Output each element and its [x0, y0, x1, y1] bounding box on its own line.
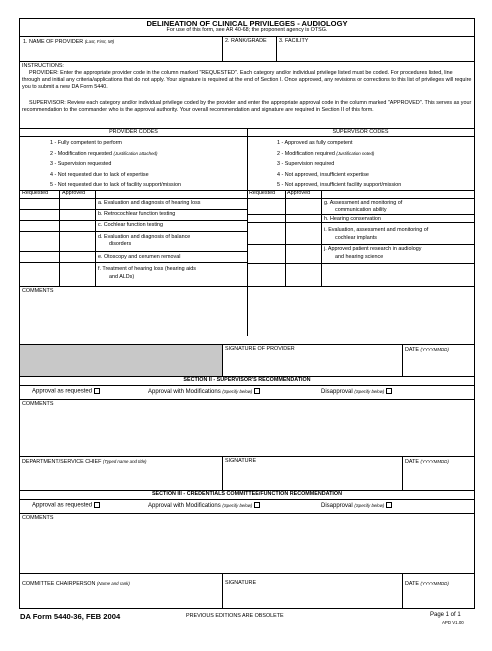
form-body	[19, 18, 475, 609]
section2-disapprove-option: Disapproval (Specify below)	[321, 388, 392, 396]
section3-disapprove-checkbox[interactable]	[386, 502, 392, 508]
rank-grade-label: 2. RANK/GRADE	[225, 38, 267, 44]
privilege-f: f. Treatment of hearing loss (hearing aids	[98, 266, 196, 272]
supervisor-instructions: SUPERVISOR: Review each category and/or individual privilege coded by the provider and enter the appropriate approval code in the column marked "APPROVED". This serves as your recommendation to the commander who is the approval authority. Your overall recommendation and signature are required in Section II of this form.	[22, 100, 472, 114]
section3-modify-checkbox[interactable]	[254, 502, 260, 508]
requested-column-header-right: Requested	[249, 190, 276, 196]
privilege-b: b. Retrocochlear function testing	[98, 211, 176, 217]
privilege-g: g. Assessment and monitoring of	[324, 200, 403, 206]
section1-date-label: DATE (YYYYMMDD)	[405, 347, 449, 353]
form-subtitle: For use of this form, see AR 40-68; the proponent agency is OTSG.	[166, 27, 328, 33]
section3-heading: SECTION III - CREDENTIALS COMMITTEE/FUNCTION RECOMMENDATION	[151, 491, 343, 497]
privilege-i: i. Evaluation, assessment and monitoring of	[324, 227, 429, 233]
section1-comments-field[interactable]	[22, 296, 472, 342]
supervisor-code-4: 4 - Not approved, insufficient expertise	[277, 171, 369, 178]
privilege-i-cont: cochlear implants	[335, 235, 377, 241]
section2-signature-label: SIGNATURE	[225, 458, 257, 464]
section2-signature-field[interactable]	[225, 466, 400, 488]
section2-comments-label: COMMENTS	[22, 401, 54, 407]
requested-column-header-left: Requested	[22, 190, 49, 196]
apd-version: APD V1.00	[442, 620, 464, 625]
section3-signature-label: SIGNATURE	[225, 580, 257, 586]
supervisor-code-1: 1 - Approved as fully competent	[277, 140, 353, 146]
section2-approve-checkbox[interactable]	[94, 388, 100, 394]
supervisor-codes-list	[277, 138, 401, 191]
privilege-j-cont: and hearing science	[335, 254, 384, 260]
service-chief-label: DEPARTMENT/SERVICE CHIEF (Typed name and title)	[22, 459, 147, 465]
section3-modify-option: Approval with Modifications (Specify below)	[148, 502, 260, 510]
supervisor-code-3: 3 - Supervision required	[277, 161, 335, 168]
section1-date-field[interactable]	[405, 353, 472, 375]
name-of-provider-field[interactable]	[23, 46, 219, 60]
section2-comments-field[interactable]	[22, 409, 472, 454]
section3-disapprove-option: Disapproval (Specify below)	[321, 502, 392, 510]
section1-comments-label: COMMENTS	[22, 288, 54, 294]
approved-column-header-left: Approved	[62, 190, 86, 196]
privilege-h: h. Hearing conservation	[324, 216, 381, 222]
section2-modify-checkbox[interactable]	[254, 388, 260, 394]
section2-disapprove-checkbox[interactable]	[386, 388, 392, 394]
privilege-j: j. Approved patient research in audiology	[324, 246, 422, 252]
provider-code-1: 1 - Fully competent to perform	[50, 140, 122, 146]
privilege-a: a. Evaluation and diagnosis of hearing loss	[98, 200, 201, 206]
provider-code-5: 5 - Not requested due to lack of facility support/mission	[50, 182, 181, 189]
form-number: DA Form 5440-36, FEB 2004	[20, 612, 121, 621]
service-chief-field[interactable]	[22, 466, 220, 488]
committee-chair-field[interactable]	[22, 588, 220, 608]
section2-date-label: DATE (YYYYMMDD)	[405, 459, 449, 465]
privilege-e: e. Otoscopy and cerumen removal	[98, 254, 181, 260]
approved-column-header-right: Approved	[287, 190, 311, 196]
facility-label: 3. FACILITY	[279, 38, 309, 44]
supervisor-code-5: 5 - Not approved, insufficient facility support/mission	[277, 182, 402, 189]
provider-code-2: 2 - Modification requested (Justification attached)	[50, 150, 158, 157]
section3-comments-field[interactable]	[22, 523, 472, 571]
section2-modify-option: Approval with Modifications (Specify below)	[148, 388, 260, 396]
section3-signature-field[interactable]	[225, 588, 400, 608]
provider-codes-heading: PROVIDER CODES	[109, 129, 158, 135]
privilege-d-cont: disorders	[109, 241, 132, 247]
section3-date-label: DATE (YYYYMMDD)	[405, 581, 449, 587]
section3-comments-label: COMMENTS	[22, 515, 54, 521]
supervisor-code-2: 2 - Modification required (Justification noted)	[277, 150, 375, 157]
section3-approve-checkbox[interactable]	[94, 502, 100, 508]
privilege-d: d. Evaluation and diagnosis of balance	[98, 234, 191, 240]
section2-heading: SECTION II - SUPERVISOR'S RECOMMENDATION	[183, 377, 311, 383]
provider-code-4: 4 - Not requested due to lack of expertise	[50, 171, 149, 178]
section2-date-field[interactable]	[405, 466, 472, 488]
provider-signature-field[interactable]	[225, 353, 400, 375]
form-title: DELINEATION OF CLINICAL PRIVILEGES - AUDIOLOGY	[146, 19, 348, 28]
committee-chair-label: COMMITTEE CHAIRPERSON (Name and rank)	[22, 581, 130, 587]
section3-approve-option: Approval as requested	[32, 502, 100, 510]
rank-grade-field[interactable]	[225, 46, 274, 60]
privilege-c: c. Cochlear function testing	[98, 222, 164, 228]
provider-code-3: 3 - Supervision requested	[50, 161, 112, 168]
supervisor-codes-heading: SUPERVISOR CODES	[332, 129, 389, 135]
provider-signature-label: SIGNATURE OF PROVIDER	[225, 346, 295, 352]
page-number: Page 1 of 1	[430, 612, 461, 618]
section3-date-field[interactable]	[405, 588, 472, 608]
provider-instructions: PROVIDER: Enter the appropriate provider code in the column marked "REQUESTED". Each category and/or individual privilege listed must be coded. For procedures listed, line through and initial any criteria/applications that do not apply. Your signature is required at the end of Section I. Once approved, any revisions or corrections to this list of privileges will require you to submit a new DA Form 5440.	[22, 70, 472, 91]
instructions-heading: INSTRUCTIONS:	[22, 63, 64, 69]
facility-field[interactable]	[279, 46, 472, 60]
provider-codes-list	[50, 138, 181, 191]
privilege-f-cont: and ALDs)	[109, 274, 135, 280]
section2-approve-option: Approval as requested	[32, 388, 100, 396]
obsolete-editions-note: PREVIOUS EDITIONS ARE OBSOLETE	[186, 613, 284, 619]
name-of-provider-label: 1. NAME OF PROVIDER (Last, First, MI)	[23, 39, 115, 45]
privilege-g-cont: communication ability	[335, 207, 387, 213]
